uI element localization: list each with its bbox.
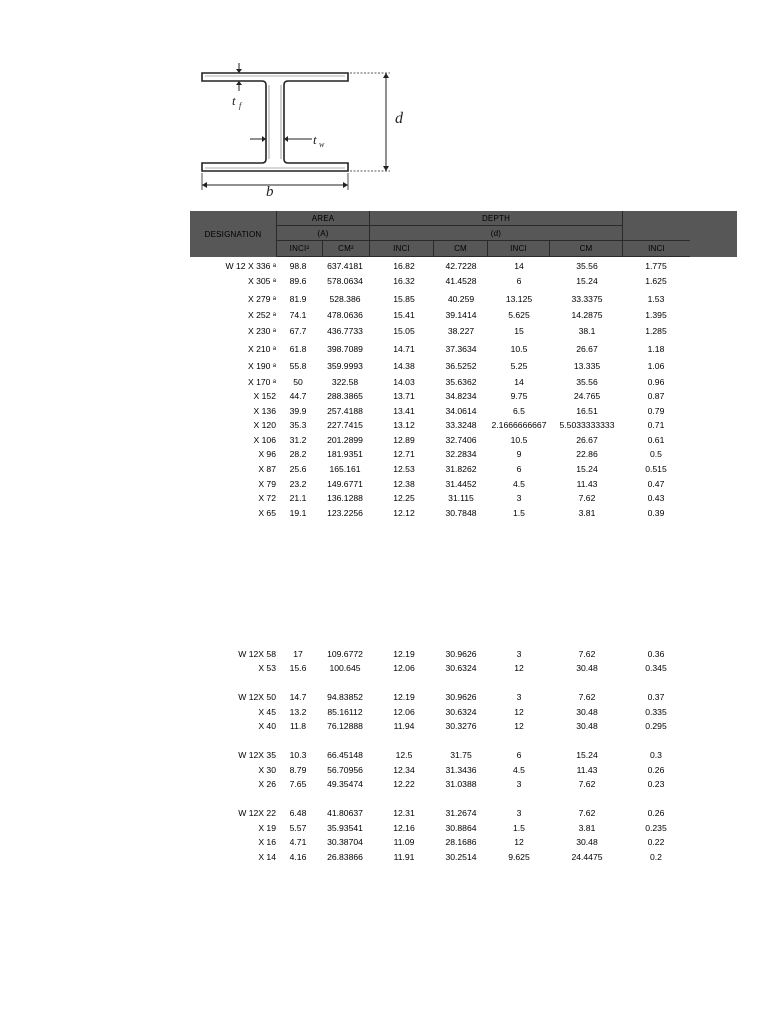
table-row <box>0 690 768 704</box>
cell-depth-cm: 30.6324 <box>445 707 477 717</box>
header-unit: CM <box>433 241 487 257</box>
cell-designation: W 12X 58 <box>238 649 276 659</box>
cell-area-cm: 322.58 <box>331 377 359 387</box>
cell-depth-inch: 12.06 <box>393 663 415 673</box>
cell-col-inch-2: 1.395 <box>645 310 667 320</box>
cell-col-inch: 3 <box>516 692 522 702</box>
cell-depth-cm: 34.0614 <box>445 406 477 416</box>
cell-area-inch: 8.79 <box>289 765 307 775</box>
cell-depth-cm: 41.4528 <box>445 276 477 286</box>
cell-designation: X 65 <box>258 508 276 518</box>
header-extension <box>690 211 737 257</box>
cell-depth-cm: 31.2674 <box>445 808 477 818</box>
cell-col-cm: 26.67 <box>576 435 598 445</box>
cell-col-inch-2: 0.96 <box>647 377 665 387</box>
cell-depth-cm: 31.8262 <box>445 464 477 474</box>
cell-col-cm: 7.62 <box>578 649 596 659</box>
cell-area-cm: 257.4188 <box>327 406 363 416</box>
cell-col-inch: 3 <box>516 493 522 503</box>
table-row <box>0 506 768 520</box>
cell-area-inch: 28.2 <box>289 449 307 459</box>
cell-col-inch-2: 1.625 <box>645 276 667 286</box>
cell-area-cm: 578.0634 <box>327 276 363 286</box>
cell-designation: X 305 ᵃ <box>247 276 276 286</box>
cell-col-inch: 12 <box>514 721 524 731</box>
cell-col-inch-2: 0.87 <box>647 391 665 401</box>
cell-col-inch: 14 <box>514 377 524 387</box>
cell-col-inch-2: 0.61 <box>647 435 665 445</box>
table-row <box>0 259 768 273</box>
cell-area-cm: 35.93541 <box>327 823 363 833</box>
cell-col-inch-2: 0.22 <box>647 837 665 847</box>
header-unit: CM <box>549 241 622 257</box>
cell-area-cm: 66.45148 <box>327 750 363 760</box>
cell-depth-inch: 12.5 <box>395 750 413 760</box>
cell-col-inch-2: 0.515 <box>645 464 667 474</box>
cell-col-inch: 12 <box>514 837 524 847</box>
header-unit: INCI² <box>276 241 322 257</box>
cell-area-inch: 19.1 <box>289 508 307 518</box>
tw-label: t <box>313 132 317 147</box>
table-row <box>0 292 768 306</box>
cell-col-cm: 14.2875 <box>571 310 603 320</box>
cell-col-inch: 1.5 <box>513 823 525 833</box>
cell-col-cm: 3.81 <box>578 508 596 518</box>
cell-designation: X 210 ᵃ <box>247 344 276 354</box>
cell-col-inch-2: 0.345 <box>645 663 667 673</box>
cell-area-cm: 181.9351 <box>327 449 363 459</box>
cell-area-cm: 100.645 <box>329 663 361 673</box>
cell-depth-inch: 16.32 <box>393 276 415 286</box>
cell-col-cm: 7.62 <box>578 808 596 818</box>
cell-depth-cm: 34.8234 <box>445 391 477 401</box>
table-row <box>0 433 768 447</box>
cell-area-cm: 85.16112 <box>327 707 363 717</box>
cell-depth-inch: 12.06 <box>393 707 415 717</box>
cell-depth-inch: 12.34 <box>393 765 415 775</box>
table-row <box>0 821 768 835</box>
table-row <box>0 850 768 864</box>
header-area: AREA <box>276 211 369 226</box>
cell-depth-inch: 12.31 <box>393 808 415 818</box>
cell-col-cm: 15.24 <box>576 464 598 474</box>
table-row <box>0 308 768 322</box>
table-row <box>0 404 768 418</box>
cell-depth-cm: 32.2834 <box>445 449 477 459</box>
cell-col-inch-2: 0.36 <box>647 649 665 659</box>
cell-designation: X 30 <box>258 765 276 775</box>
cell-col-cm: 7.62 <box>578 779 596 789</box>
tf-subscript: f <box>239 101 242 110</box>
cell-area-cm: 123.2256 <box>327 508 363 518</box>
cell-col-inch: 14 <box>514 261 524 271</box>
header-area-sub: (A) <box>276 226 369 241</box>
cell-area-inch: 31.2 <box>289 435 307 445</box>
cell-area-inch: 61.8 <box>289 344 307 354</box>
cell-depth-inch: 13.12 <box>393 420 415 430</box>
cell-col-inch: 1.5 <box>513 508 525 518</box>
cell-depth-cm: 31.4452 <box>445 479 477 489</box>
cell-area-cm: 26.83866 <box>327 852 363 862</box>
cell-depth-cm: 35.6362 <box>445 377 477 387</box>
cell-col-cm: 5.5033333333 <box>559 420 615 430</box>
cell-area-cm: 359.9993 <box>327 361 363 371</box>
i-beam-diagram <box>190 55 420 200</box>
cell-area-inch: 4.71 <box>289 837 307 847</box>
cell-depth-cm: 30.6324 <box>445 663 477 673</box>
cell-col-inch: 9.625 <box>508 852 530 862</box>
cell-depth-inch: 11.94 <box>393 721 415 731</box>
cell-designation: X 40 <box>258 721 276 731</box>
table-row <box>0 719 768 733</box>
cell-depth-inch: 12.25 <box>393 493 415 503</box>
cell-col-inch-2: 0.3 <box>650 750 662 760</box>
b-label: b <box>266 184 274 200</box>
cell-area-inch: 7.65 <box>289 779 307 789</box>
cell-col-cm: 30.48 <box>576 721 598 731</box>
cell-depth-cm: 30.7848 <box>445 508 477 518</box>
tw-subscript: w <box>319 140 325 149</box>
cell-col-cm: 24.765 <box>573 391 601 401</box>
cell-col-inch-2: 0.43 <box>647 493 665 503</box>
cell-depth-inch: 12.71 <box>393 449 415 459</box>
cell-area-cm: 165.161 <box>329 464 361 474</box>
cell-col-inch: 3 <box>516 779 522 789</box>
cell-area-cm: 41.80637 <box>327 808 363 818</box>
cell-depth-cm: 33.3248 <box>445 420 477 430</box>
header-blank <box>622 211 690 241</box>
cell-col-cm: 15.24 <box>576 276 598 286</box>
cell-area-inch: 11.8 <box>289 721 307 731</box>
cell-col-inch: 4.5 <box>513 479 525 489</box>
cell-designation: X 252 ᵃ <box>247 310 276 320</box>
cell-depth-cm: 30.8864 <box>445 823 477 833</box>
cell-depth-inch: 12.16 <box>393 823 415 833</box>
cell-designation: X 136 <box>253 406 276 416</box>
cell-col-cm: 24.4475 <box>571 852 603 862</box>
cell-area-inch: 55.8 <box>289 361 307 371</box>
table-row <box>0 661 768 675</box>
cell-depth-inch: 14.71 <box>393 344 415 354</box>
cell-designation: X 170 ᵃ <box>247 377 276 387</box>
cell-area-inch: 44.7 <box>289 391 307 401</box>
cell-depth-inch: 12.38 <box>393 479 415 489</box>
cell-col-inch: 13.125 <box>505 294 533 304</box>
cell-area-inch: 23.2 <box>289 479 307 489</box>
table-row <box>0 705 768 719</box>
cell-depth-cm: 28.1686 <box>445 837 477 847</box>
cell-depth-inch: 12.19 <box>393 692 415 702</box>
cell-col-cm: 7.62 <box>578 493 596 503</box>
cell-designation: X 79 <box>258 479 276 489</box>
cell-area-inch: 6.48 <box>289 808 307 818</box>
cell-area-cm: 398.7089 <box>327 344 363 354</box>
header-depth: DEPTH <box>369 211 622 226</box>
cell-col-inch: 2.1666666667 <box>491 420 547 430</box>
cell-col-inch-2: 1.18 <box>647 344 665 354</box>
table-row <box>0 806 768 820</box>
cell-depth-inch: 12.19 <box>393 649 415 659</box>
cell-designation: X 14 <box>258 852 276 862</box>
cell-col-inch-2: 0.23 <box>647 779 665 789</box>
cell-col-cm: 26.67 <box>576 344 598 354</box>
table-row <box>0 389 768 403</box>
cell-area-cm: 436.7733 <box>327 326 363 336</box>
table-row <box>0 375 768 389</box>
cell-depth-cm: 31.0388 <box>445 779 477 789</box>
cell-col-inch-2: 0.335 <box>645 707 667 717</box>
cell-col-inch-2: 0.39 <box>647 508 665 518</box>
table-row <box>0 274 768 288</box>
table-row <box>0 763 768 777</box>
cell-col-inch: 9 <box>516 449 522 459</box>
cell-designation: X 152 <box>253 391 276 401</box>
cell-depth-cm: 30.9626 <box>445 692 477 702</box>
cell-col-inch: 9.75 <box>510 391 528 401</box>
cell-area-cm: 76.12888 <box>327 721 363 731</box>
cell-designation: X 87 <box>258 464 276 474</box>
cell-col-cm: 11.43 <box>576 765 598 775</box>
cell-col-inch-2: 1.775 <box>645 261 667 271</box>
header-unit: INCI <box>369 241 433 257</box>
cell-depth-inch: 15.85 <box>393 294 415 304</box>
cell-depth-inch: 15.41 <box>393 310 415 320</box>
cell-col-inch: 6.5 <box>513 406 525 416</box>
cell-depth-inch: 13.71 <box>393 391 415 401</box>
cell-depth-cm: 31.115 <box>448 493 474 503</box>
table-row <box>0 324 768 338</box>
header-unit: INCI <box>622 241 690 257</box>
cell-depth-cm: 31.3436 <box>445 765 477 775</box>
table-header <box>190 211 690 257</box>
header-designation: DESIGNATION <box>204 229 262 239</box>
cell-designation: X 45 <box>258 707 276 717</box>
cell-depth-inch: 12.89 <box>393 435 415 445</box>
cell-depth-cm: 30.9626 <box>445 649 477 659</box>
cell-area-inch: 21.1 <box>289 493 307 503</box>
cell-col-inch: 5.25 <box>510 361 528 371</box>
cell-col-inch: 12 <box>514 663 524 673</box>
cell-depth-inch: 12.53 <box>393 464 415 474</box>
cell-col-cm: 30.48 <box>576 663 598 673</box>
cell-area-cm: 30.38704 <box>327 837 363 847</box>
table-row <box>0 359 768 373</box>
cell-area-cm: 149.6771 <box>327 479 363 489</box>
cell-depth-inch: 11.91 <box>393 852 415 862</box>
table-row <box>0 447 768 461</box>
cell-area-cm: 637.4181 <box>327 261 363 271</box>
cell-designation: X 26 <box>258 779 276 789</box>
cell-area-cm: 478.0636 <box>327 310 363 320</box>
cell-depth-inch: 13.41 <box>393 406 415 416</box>
cell-designation: W 12 X 336 ᵃ <box>225 261 276 271</box>
table-row <box>0 342 768 356</box>
table-row <box>0 748 768 762</box>
table-row <box>0 418 768 432</box>
cell-col-inch-2: 0.295 <box>645 721 667 731</box>
cell-col-inch: 6 <box>516 750 522 760</box>
tf-label: t <box>232 93 236 108</box>
table-row <box>0 647 768 661</box>
cell-col-cm: 30.48 <box>576 837 598 847</box>
cell-area-inch: 98.8 <box>289 261 307 271</box>
cell-depth-inch: 16.82 <box>393 261 415 271</box>
cell-area-inch: 35.3 <box>289 420 307 430</box>
cell-col-cm: 13.335 <box>573 361 601 371</box>
table-row <box>0 835 768 849</box>
cell-area-inch: 14.7 <box>289 692 307 702</box>
cell-area-cm: 56.70956 <box>327 765 363 775</box>
cell-designation: X 230 ᵃ <box>247 326 276 336</box>
header-depth-sub: (d) <box>369 226 622 241</box>
cell-col-inch-2: 0.235 <box>645 823 667 833</box>
cell-designation: X 120 <box>253 420 276 430</box>
cell-col-cm: 22.86 <box>576 449 598 459</box>
cell-designation: X 19 <box>258 823 276 833</box>
cell-area-cm: 94.83852 <box>327 692 363 702</box>
header-unit: INCI <box>487 241 549 257</box>
table-row <box>0 491 768 505</box>
cell-col-cm: 3.81 <box>578 823 596 833</box>
cell-col-inch-2: 1.53 <box>647 294 665 304</box>
cell-designation: W 12X 35 <box>238 750 276 760</box>
cell-col-inch: 5.625 <box>508 310 530 320</box>
cell-col-cm: 15.24 <box>576 750 598 760</box>
cell-col-inch: 3 <box>516 808 522 818</box>
cell-col-inch-2: 0.26 <box>647 765 665 775</box>
cell-designation: W 12X 22 <box>238 808 276 818</box>
cell-depth-inch: 14.38 <box>393 361 415 371</box>
cell-area-inch: 50 <box>293 377 303 387</box>
cell-depth-inch: 12.22 <box>393 779 415 789</box>
header-unit: CM² <box>322 241 369 257</box>
cell-depth-inch: 14.03 <box>393 377 415 387</box>
cell-col-inch-2: 0.79 <box>647 406 665 416</box>
cell-col-inch-2: 0.2 <box>650 852 662 862</box>
cell-area-inch: 13.2 <box>289 707 307 717</box>
cell-col-inch-2: 0.37 <box>647 692 665 702</box>
cell-depth-inch: 11.09 <box>393 837 415 847</box>
cell-area-inch: 74.1 <box>289 310 307 320</box>
cell-col-inch: 4.5 <box>513 765 525 775</box>
cell-col-inch-2: 0.26 <box>647 808 665 818</box>
cell-area-inch: 10.3 <box>289 750 307 760</box>
cell-designation: X 72 <box>258 493 276 503</box>
cell-area-inch: 4.16 <box>289 852 307 862</box>
cell-designation: X 190 ᵃ <box>247 361 276 371</box>
cell-area-inch: 81.9 <box>289 294 307 304</box>
cell-col-cm: 33.3375 <box>571 294 603 304</box>
cell-col-cm: 11.43 <box>576 479 598 489</box>
cell-col-cm: 38.1 <box>578 326 596 336</box>
cell-designation: X 106 <box>253 435 276 445</box>
cell-depth-cm: 32.7406 <box>445 435 477 445</box>
cell-designation: X 53 <box>258 663 276 673</box>
cell-col-inch-2: 1.285 <box>645 326 667 336</box>
cell-depth-inch: 12.12 <box>393 508 415 518</box>
cell-area-cm: 49.35474 <box>327 779 363 789</box>
cell-designation: X 16 <box>258 837 276 847</box>
cell-col-inch: 6 <box>516 464 522 474</box>
cell-depth-cm: 37.3634 <box>445 344 477 354</box>
cell-area-inch: 89.6 <box>289 276 307 286</box>
cell-col-cm: 7.62 <box>578 692 596 702</box>
cell-depth-cm: 38.227 <box>447 326 475 336</box>
cell-depth-cm: 30.3276 <box>445 721 477 731</box>
cell-depth-inch: 15.05 <box>393 326 415 336</box>
table-row <box>0 462 768 476</box>
cell-col-inch: 15 <box>514 326 524 336</box>
cell-depth-cm: 30.2514 <box>445 852 477 862</box>
table-row <box>0 477 768 491</box>
cell-col-inch-2: 0.71 <box>647 420 665 430</box>
cell-col-cm: 35.56 <box>576 377 598 387</box>
cell-designation: W 12X 50 <box>238 692 276 702</box>
cell-depth-cm: 40.259 <box>447 294 475 304</box>
cell-area-inch: 15.6 <box>289 663 307 673</box>
cell-area-inch: 67.7 <box>289 326 307 336</box>
cell-depth-cm: 36.5252 <box>445 361 477 371</box>
d-label: d <box>395 110 403 127</box>
cell-col-inch: 10.5 <box>510 435 528 445</box>
cell-col-cm: 16.51 <box>576 406 598 416</box>
cell-area-cm: 528.386 <box>329 294 361 304</box>
cell-col-inch: 6 <box>516 276 522 286</box>
cell-depth-cm: 42.7228 <box>445 261 477 271</box>
table-row <box>0 777 768 791</box>
cell-area-cm: 136.1288 <box>327 493 363 503</box>
cell-designation: X 279 ᵃ <box>247 294 276 304</box>
cell-depth-cm: 39.1414 <box>445 310 477 320</box>
cell-col-inch-2: 0.47 <box>647 479 665 489</box>
cell-area-cm: 288.3865 <box>327 391 363 401</box>
cell-designation: X 96 <box>258 449 276 459</box>
cell-area-cm: 227.7415 <box>327 420 363 430</box>
cell-area-inch: 39.9 <box>289 406 307 416</box>
cell-col-cm: 35.56 <box>576 261 598 271</box>
cell-col-inch: 12 <box>514 707 524 717</box>
cell-area-cm: 201.2899 <box>327 435 363 445</box>
cell-col-cm: 30.48 <box>576 707 598 717</box>
cell-area-cm: 109.6772 <box>327 649 363 659</box>
cell-col-inch-2: 0.5 <box>650 449 662 459</box>
cell-depth-cm: 31.75 <box>450 750 472 760</box>
cell-area-inch: 25.6 <box>289 464 307 474</box>
cell-col-inch: 10.5 <box>510 344 528 354</box>
cell-area-inch: 5.57 <box>289 823 307 833</box>
cell-col-inch-2: 1.06 <box>647 361 665 371</box>
cell-area-inch: 17 <box>293 649 303 659</box>
cell-col-inch: 3 <box>516 649 522 659</box>
